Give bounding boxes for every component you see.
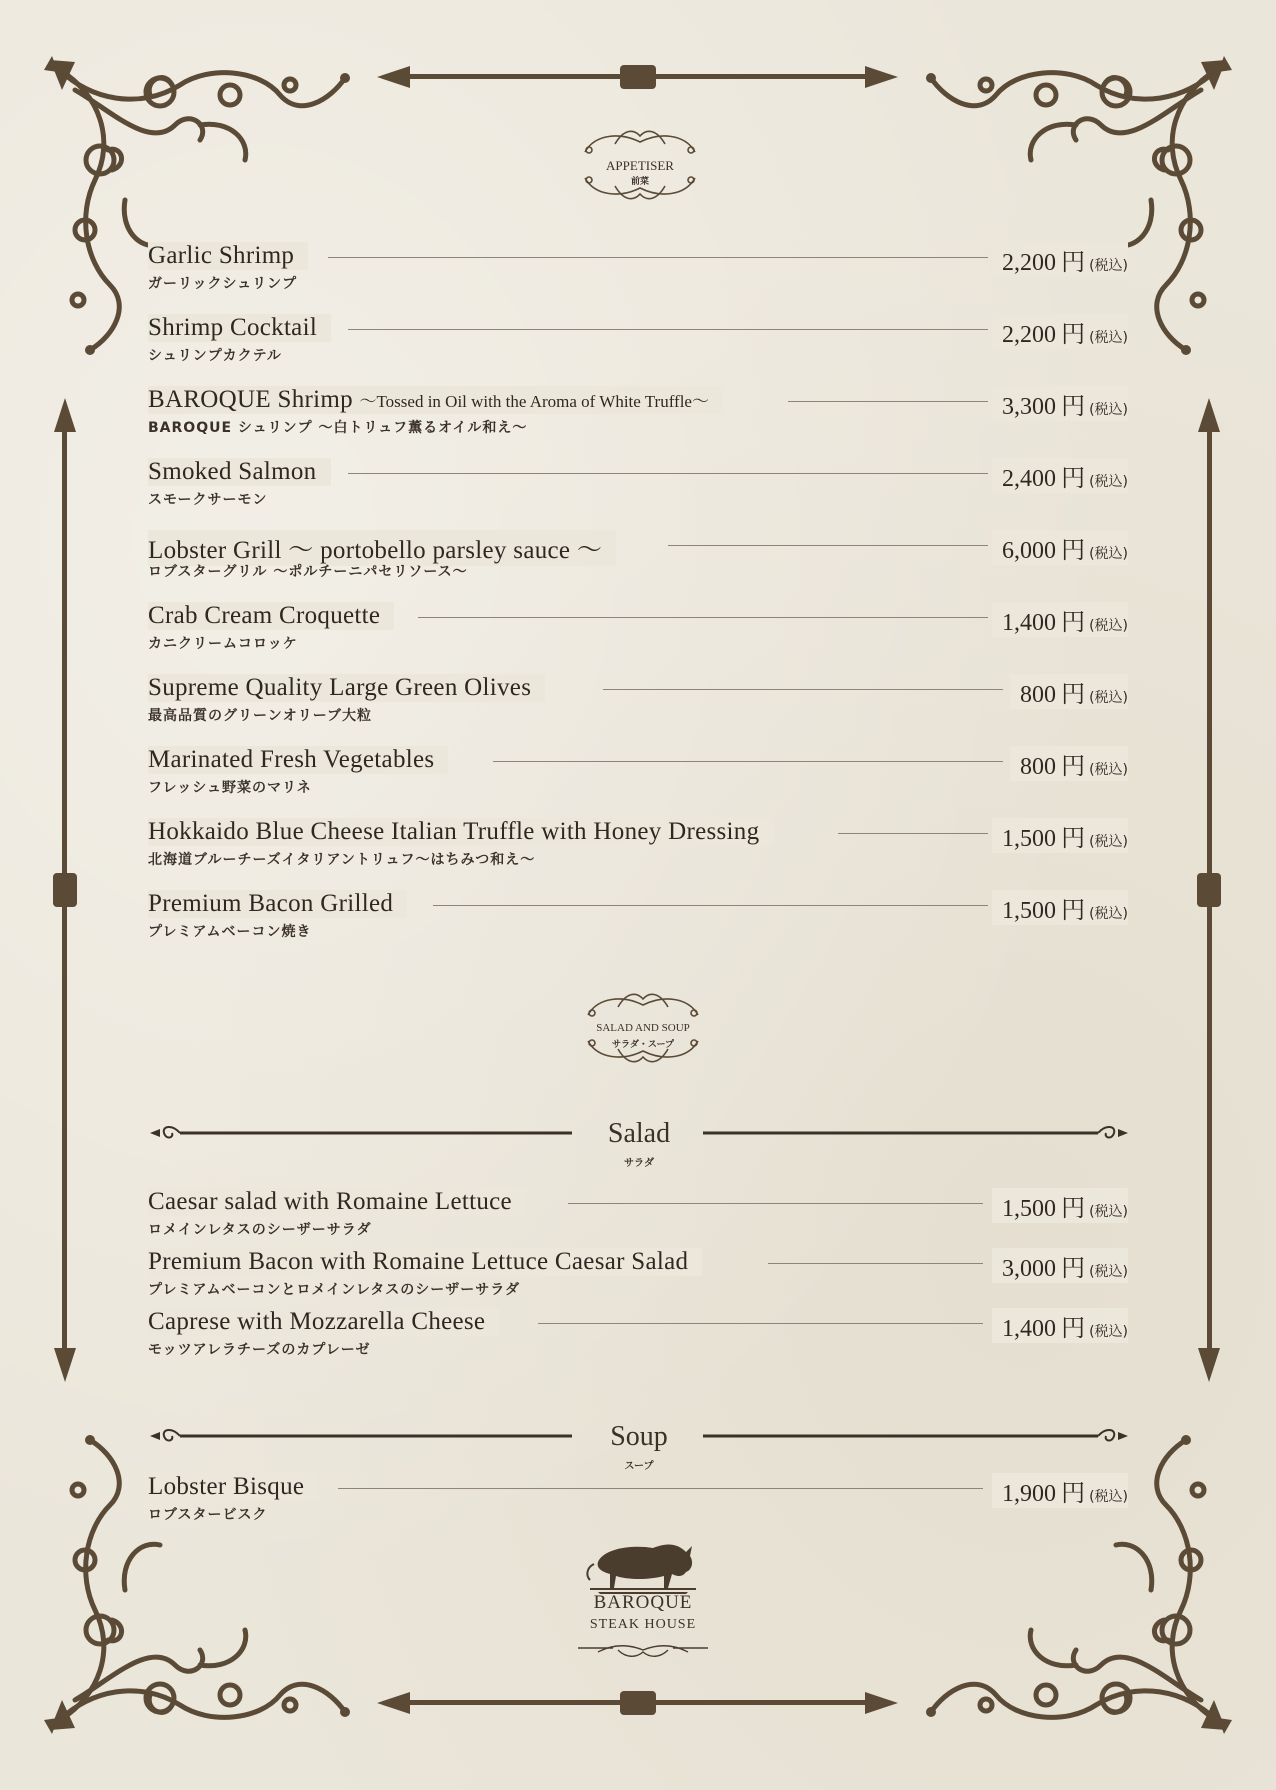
leader-line [348,329,988,330]
list-item [148,314,1128,370]
leader-line [568,1203,983,1204]
item-price: 3,000 円 (税込) [992,1248,1128,1283]
corner-top-left [44,56,350,355]
logo-subtitle: STEAK HOUSE [589,1617,697,1632]
soup-title-jp: スープ [624,1461,654,1472]
salad-soup-badge [578,985,708,1071]
list-item [148,1308,1128,1364]
item-name: Marinated Fresh Vegetables [148,746,448,774]
item-name: Premium Bacon Grilled [148,890,407,918]
list-item [148,530,1128,586]
leader-line [348,473,988,474]
appetiser-badge [575,122,705,208]
item-name: Hokkaido Blue Cheese Italian Truffle with Honey Dressing [148,818,773,846]
item-name-jp: プレミアムベーコン焼き [148,924,312,940]
list-item [148,746,1128,802]
leader-line [338,1488,983,1489]
list-item [148,242,1128,298]
item-name-jp: スモークサーモン [148,492,268,508]
appetiser-title-jp: 前菜 [630,177,649,187]
list-item [148,890,1128,946]
item-name: Premium Bacon with Romaine Lettuce Caesar Salad [148,1248,702,1276]
item-name: Lobster Grill ～ portobello parsley sauce ～ [148,530,616,566]
item-price: 1,400 円 (税込) [992,602,1128,637]
item-price: 1,500 円 (税込) [992,818,1128,853]
salad-title-jp: サラダ [624,1158,654,1169]
item-name: Smoked Salmon [148,458,331,486]
restaurant-logo [568,1522,718,1662]
item-name-jp: モッツアレラチーズのカプレーゼ [148,1342,371,1358]
list-item [148,1248,1128,1304]
salad-soup-title-jp: サラダ・スープ [611,1040,674,1050]
item-price: 1,900 円 (税込) [992,1473,1128,1508]
item-name: Supreme Quality Large Green Olives [148,674,545,702]
soup-title: Soup [610,1421,668,1452]
item-price: 2,200 円 (税込) [992,242,1128,277]
leader-line [603,689,1003,690]
item-name-jp: ロメインレタスのシーザーサラダ [148,1222,372,1238]
item-name-jp: BAROQUE シュリンプ ～白トリュフ薫るオイル和え～ [148,420,528,436]
item-name: Caprese with Mozzarella Cheese [148,1308,499,1336]
salad-title: Salad [607,1118,671,1149]
item-price: 1,400 円 (税込) [992,1308,1128,1343]
item-price: 1,500 円 (税込) [992,890,1128,925]
item-name-jp: ガーリックシュリンプ [148,276,298,292]
appetiser-title: APPETISER [606,158,674,173]
item-price: 2,400 円 (税込) [992,458,1128,493]
list-item [148,386,1128,442]
list-item [148,1188,1128,1244]
item-price: 800 円 (税込) [1010,674,1128,709]
leader-line [838,833,988,834]
item-name: Caesar salad with Romaine Lettuce [148,1188,526,1216]
leader-line [433,905,988,906]
list-item [148,674,1128,730]
leader-line [328,257,988,258]
item-name-jp: ロブスターグリル ～ポルチーニパセリソース～ [148,564,468,580]
list-item [148,458,1128,514]
leader-line [668,545,988,546]
list-item [148,602,1128,658]
salad-heading [150,1118,1128,1168]
logo-name: BAROQUE [593,1592,693,1613]
leader-line [538,1323,983,1324]
item-price: 800 円 (税込) [1010,746,1128,781]
leader-line [768,1263,983,1264]
item-name: Shrimp Cocktail [148,314,331,342]
item-price: 6,000 円 (税込) [992,530,1128,565]
leader-line [788,401,988,402]
salad-soup-title: SALAD AND SOUP [596,1022,690,1034]
soup-heading [150,1421,1128,1471]
item-name-jp: ロブスタービスク [148,1507,268,1523]
item-name-jp: シュリンプカクテル [148,348,282,364]
item-name: Garlic Shrimp [148,242,308,270]
item-name: BAROQUE Shrimp ～Tossed in Oil with the Aroma of White Truffle～ [148,386,723,414]
item-name-jp: フレッシュ野菜のマリネ [148,780,312,796]
item-price: 2,200 円 (税込) [992,314,1128,349]
item-name-jp: プレミアムベーコンとロメインレタスのシーザーサラダ [148,1282,521,1298]
item-name: Lobster Bisque [148,1473,318,1501]
item-name-jp: 北海道ブルーチーズイタリアントリュフ～はちみつ和え～ [148,852,536,868]
list-item [148,818,1128,874]
item-name: Crab Cream Croquette [148,602,394,630]
item-name-jp: カニクリームコロッケ [148,636,298,652]
item-price: 3,300 円 (税込) [992,386,1128,421]
leader-line [418,617,988,618]
leader-line [493,761,1003,762]
item-name-jp: 最高品質のグリーンオリーブ大粒 [148,708,373,724]
item-price: 1,500 円 (税込) [992,1188,1128,1223]
list-item [148,1473,1128,1529]
